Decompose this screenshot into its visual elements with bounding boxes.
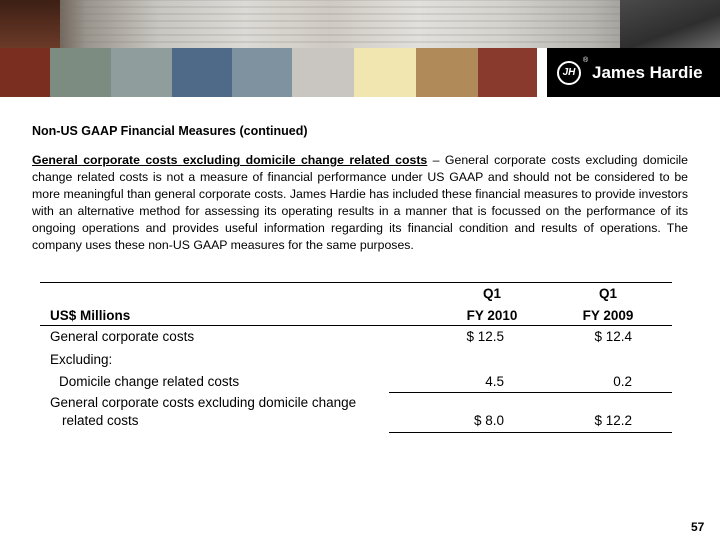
color-swatch xyxy=(0,48,50,97)
financial-table xyxy=(40,282,672,434)
cell-total-fy2009: $ 12.2 xyxy=(594,413,632,428)
column-header-q1-2009: Q1 xyxy=(598,286,617,301)
header-photo-tree xyxy=(0,0,60,48)
row-label-total-line1: General corporate costs excluding domicile change xyxy=(50,395,357,410)
row-label-total-line2: related costs xyxy=(62,413,139,428)
color-swatch xyxy=(232,48,292,97)
cell-total-fy2010: $ 8.0 xyxy=(473,413,504,428)
header-banner xyxy=(0,0,720,97)
column-header-fy2010: FY 2010 xyxy=(466,308,518,323)
james-hardie-logo xyxy=(547,48,720,97)
definition-paragraph xyxy=(32,152,688,254)
header-photo-roof xyxy=(620,0,720,48)
unit-label: US$ Millions xyxy=(50,308,131,323)
cell-general-fy2009: $ 12.4 xyxy=(594,329,632,344)
row-label-excluding: Excluding: xyxy=(50,352,113,367)
cell-domicile-fy2010: 4.5 xyxy=(485,374,504,389)
definition-text: – General corporate costs excluding domicile change related costs is not a measure of financial performance under US GAAP and should not be considered to be more meaningful than general corporate costs. James Hardie has included these financial measures to provide investors with an alternative method for assessing its operating results in a manner that is focussed on the performance of its ongoing operations and provides useful information regarding its financial condition and results of operations. The company uses these non-US GAAP measures for the same purposes. xyxy=(32,153,688,252)
color-swatch xyxy=(292,48,354,97)
color-swatch xyxy=(354,48,416,97)
column-header-q1-2010: Q1 xyxy=(482,286,501,301)
color-swatch xyxy=(172,48,232,97)
color-swatch xyxy=(50,48,111,97)
logo-text: James Hardie xyxy=(592,63,703,82)
row-label-general-costs: General corporate costs xyxy=(50,329,195,344)
column-header-fy2009: FY 2009 xyxy=(582,308,634,323)
header-photo xyxy=(0,0,720,48)
color-swatch xyxy=(111,48,172,97)
subtotal-rule xyxy=(389,392,672,393)
registered-mark: ® xyxy=(583,57,589,64)
page-number: 57 xyxy=(691,520,705,534)
color-swatch xyxy=(416,48,478,97)
slide-heading: Non-US GAAP Financial Measures (continued) xyxy=(32,124,308,138)
cell-general-fy2010: $ 12.5 xyxy=(466,329,504,344)
defined-term: General corporate costs excluding domicile change related costs xyxy=(32,153,428,167)
jh-monogram-icon: JH xyxy=(557,61,581,85)
row-label-domicile: Domicile change related costs xyxy=(59,374,240,389)
header-rule xyxy=(40,325,672,326)
table-top-rule xyxy=(40,282,672,283)
cell-domicile-fy2009: 0.2 xyxy=(613,374,632,389)
total-rule xyxy=(389,432,672,433)
color-swatch xyxy=(478,48,537,97)
